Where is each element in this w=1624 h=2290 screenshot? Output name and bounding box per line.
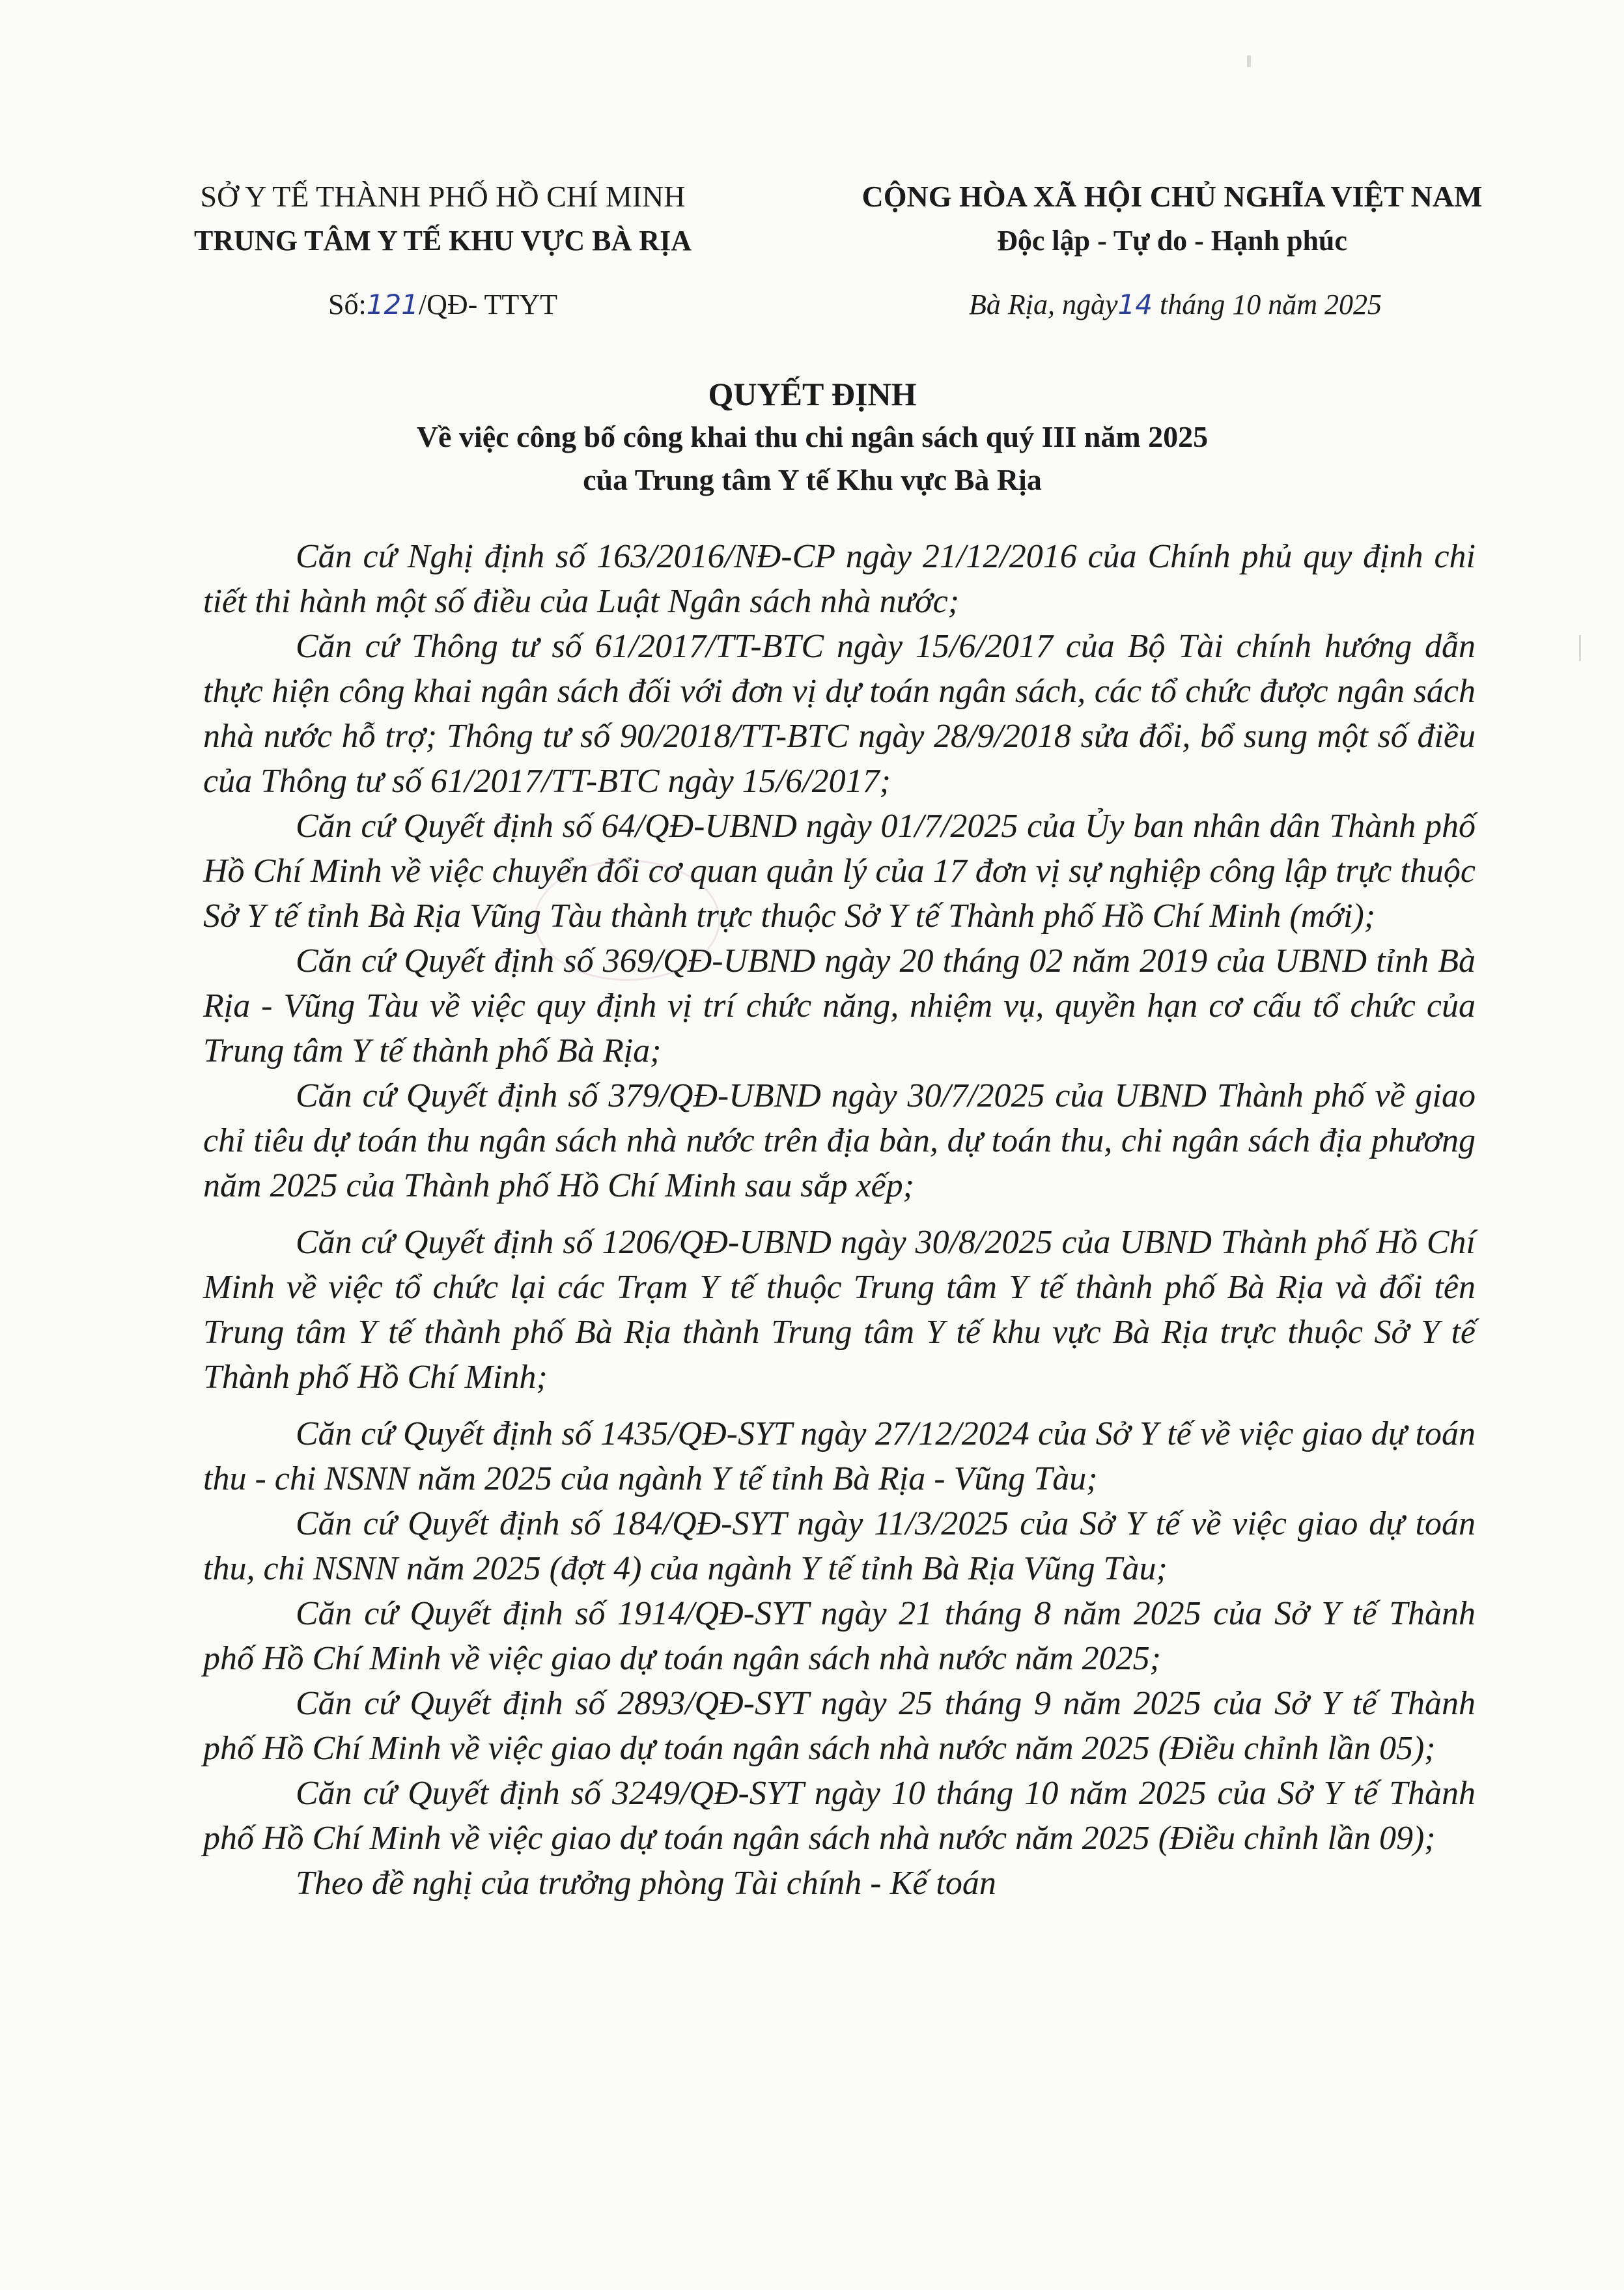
- motto: Độc lập - Tự do - Hạnh phúc: [997, 225, 1347, 257]
- date-suffix: tháng 10 năm 2025: [1152, 289, 1382, 320]
- legal-basis-paragraph: Căn cứ Quyết định số 1435/QĐ-SYT ngày 27/12/2024 của Sở Y tế về việc giao dự toán thu - chi NSNN năm 2025 của ngành Y tế tỉnh Bà Rịa - Vũng Tàu;: [203, 1415, 1476, 1497]
- legal-basis-paragraph: Căn cứ Quyết định số 1914/QĐ-SYT ngày 21 tháng 8 năm 2025 của Sở Y tế Thành phố Hồ Chí Minh về việc giao dự toán ngân sách nhà nước năm 2025;: [203, 1595, 1476, 1677]
- parent-agency: SỞ Y TẾ THÀNH PHỐ HỒ CHÍ MINH: [200, 180, 686, 213]
- issuing-unit: TRUNG TÂM Y TẾ KHU VỰC BÀ RỊA: [194, 225, 692, 257]
- document-number: [111, 288, 775, 321]
- decision-subject-line-2: của Trung tâm Y tế Khu vực Bà Rịa: [583, 463, 1042, 496]
- handwritten-number: 121: [366, 289, 419, 320]
- legal-basis-paragraph: Căn cứ Quyết định số 184/QĐ-SYT ngày 11/3/2025 của Sở Y tế về việc giao dự toán thu, chi NSNN năm 2025 (đợt 4) của ngành Y tế tỉnh Bà Rịa Vũng Tàu;: [203, 1505, 1476, 1587]
- issuing-authority: [111, 175, 775, 263]
- scan-speck: [1579, 635, 1581, 661]
- decision-subject-line-1: Về việc công bố công khai thu chi ngân sách quý III năm 2025: [416, 420, 1209, 453]
- number-prefix: Số:: [328, 289, 367, 320]
- date-prefix: Bà Rịa, ngày: [969, 289, 1118, 320]
- legal-basis-paragraph: Căn cứ Quyết định số 369/QĐ-UBND ngày 20 tháng 02 năm 2019 của UBND tỉnh Bà Rịa - Vũng Tàu về việc quy định vị trí chức năng, nhiệm vụ, quyền hạn cơ cấu tổ chức của Trung tâm Y tế thành phố Bà Rịa;: [203, 942, 1476, 1069]
- proposal-line: Theo đề nghị của trưởng phòng Tài chính - Kế toán: [296, 1865, 996, 1902]
- legal-basis-paragraph: Căn cứ Quyết định số 2893/QĐ-SYT ngày 25 tháng 9 năm 2025 của Sở Y tế Thành phố Hồ Chí Minh về việc giao dự toán ngân sách nhà nước năm 2025 (Điều chỉnh lần 05);: [203, 1685, 1476, 1767]
- legal-basis-paragraph: Căn cứ Thông tư số 61/2017/TT-BTC ngày 15/6/2017 của Bộ Tài chính hướng dẫn thực hiện công khai ngân sách đối với đơn vị dự toán ngân sách, các tổ chức được ngân sách nhà nước hỗ trợ; Thông tư số 90/2018/TT-BTC ngày 28/9/2018 sửa đổi, bổ sung một số điều của Thông tư số 61/2017/TT-BTC ngày 15/6/2017;: [203, 628, 1476, 800]
- legal-basis-paragraph: Căn cứ Nghị định số 163/2016/NĐ-CP ngày 21/12/2016 của Chính phủ quy định chi tiết thi hành một số điều của Luật Ngân sách nhà nước;: [203, 538, 1476, 620]
- country-name: CỘNG HÒA XÃ HỘI CHỦ NGHĨA VIỆT NAM: [861, 180, 1483, 213]
- scan-speck: [1247, 55, 1251, 67]
- legal-basis-paragraph: Căn cứ Quyết định số 64/QĐ-UBND ngày 01/7/2025 của Ủy ban nhân dân Thành phố Hồ Chí Minh về việc chuyển đổi cơ quan quản lý của 17 đơn vị sự nghiệp công lập trực thuộc Sở Y tế tỉnh Bà Rịa Vũng Tàu thành trực thuộc Sở Y tế Thành phố Hồ Chí Minh (mới);: [203, 808, 1476, 935]
- legal-basis-paragraph: Căn cứ Quyết định số 1206/QĐ-UBND ngày 30/8/2025 của UBND Thành phố Hồ Chí Minh về việc tổ chức lại các Trạm Y tế thuộc Trung tâm Y tế thành phố Bà Rịa và đổi tên Trung tâm Y tế thành phố Bà Rịa thành Trung tâm Y tế khu vực Bà Rịa trực thuộc Sở Y tế Thành phố Hồ Chí Minh;: [203, 1224, 1476, 1396]
- place-and-date: [801, 288, 1550, 321]
- national-motto: [781, 175, 1563, 263]
- handwritten-day: 14: [1117, 289, 1153, 320]
- legal-basis-paragraph: Căn cứ Quyết định số 379/QĐ-UBND ngày 30/7/2025 của UBND Thành phố về giao chỉ tiêu dự toán thu ngân sách nhà nước trên địa bàn, dự toán thu, chi ngân sách địa phương năm 2025 của Thành phố Hồ Chí Minh sau sắp xếp;: [203, 1077, 1476, 1204]
- number-suffix: /QĐ- TTYT: [418, 289, 557, 320]
- legal-basis-paragraph: Căn cứ Quyết định số 3249/QĐ-SYT ngày 10 tháng 10 năm 2025 của Sở Y tế Thành phố Hồ Chí Minh về việc giao dự toán ngân sách nhà nước năm 2025 (Điều chỉnh lần 09);: [203, 1775, 1476, 1857]
- decision-title-block: [111, 373, 1514, 502]
- decision-title: QUYẾT ĐỊNH: [708, 376, 917, 412]
- legal-basis: [203, 534, 1476, 1906]
